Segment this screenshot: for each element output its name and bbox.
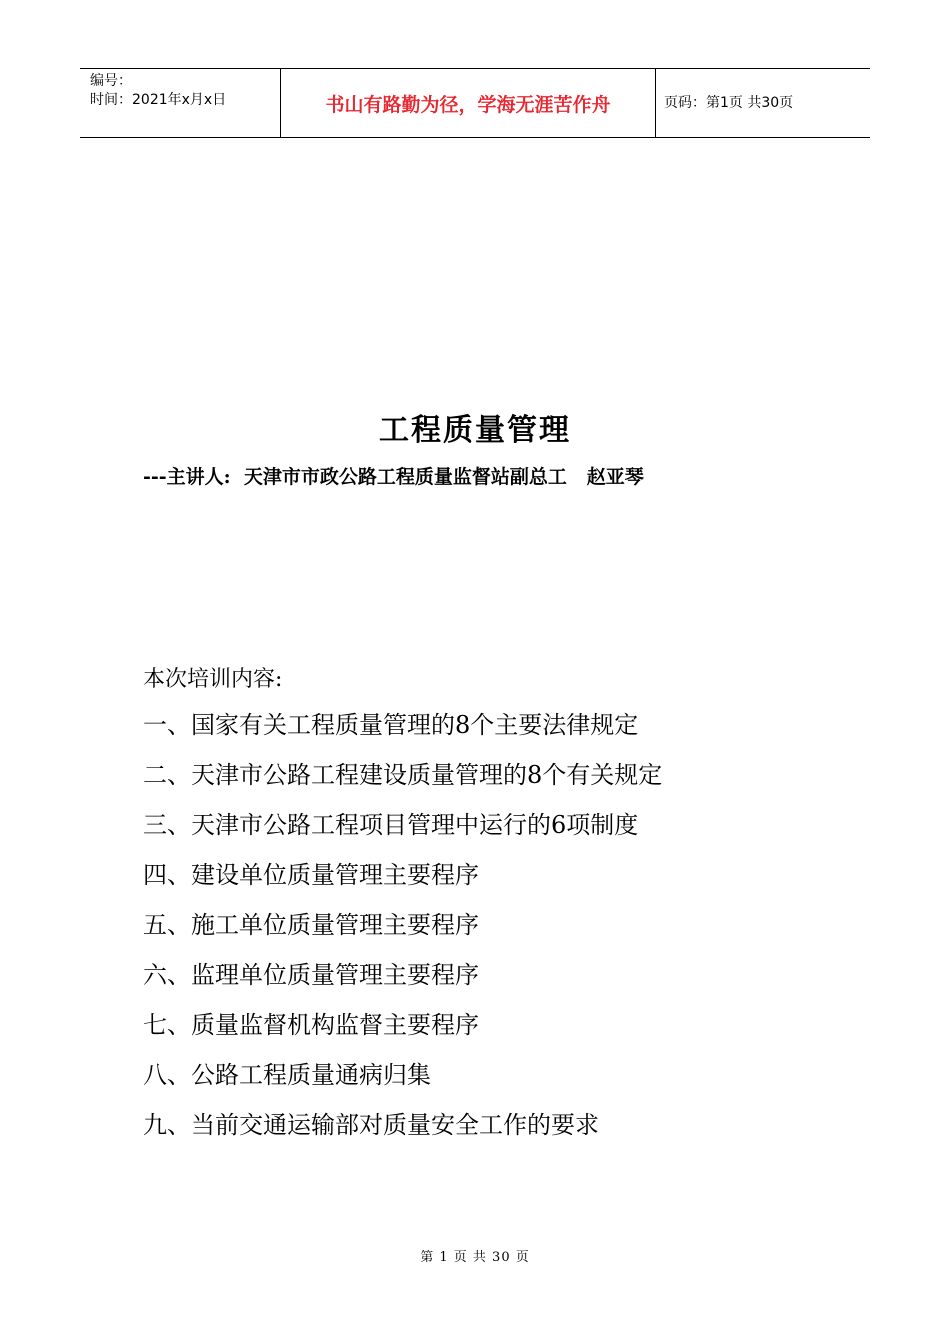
- motto-text: 书山有路勤为径，学海无涯苦作舟: [325, 93, 611, 116]
- contents-item: 二、天津市公路工程建设质量管理的8个有关规定: [143, 761, 663, 789]
- contents-list: [143, 710, 662, 1160]
- header-page-info: 页码：第1页 共30页: [664, 95, 794, 111]
- header-motto-cell: [281, 69, 656, 137]
- document-number-label: 编号：: [90, 73, 132, 89]
- contents-item: 四、建设单位质量管理主要程序: [143, 861, 479, 889]
- header-meta-cell: [80, 69, 281, 137]
- contents-item: 六、监理单位质量管理主要程序: [143, 961, 479, 989]
- page-header: [80, 68, 870, 138]
- document-subtitle: ---主讲人: 天津市市政公路工程质量监督站副总工 赵亚琴: [143, 466, 644, 488]
- contents-item: 七、质量监督机构监督主要程序: [143, 1011, 479, 1039]
- document-date: 时间：2021年x月x日: [90, 92, 227, 108]
- document-title: 工程质量管理: [379, 413, 571, 448]
- contents-item: 三、天津市公路工程项目管理中运行的6项制度: [143, 811, 639, 839]
- contents-heading: 本次培训内容:: [143, 667, 283, 692]
- page-footer: 第 1 页 共 30 页: [420, 1250, 530, 1265]
- header-page-cell: [656, 69, 870, 137]
- contents-item: 八、公路工程质量通病归集: [143, 1061, 431, 1089]
- contents-item: 九、当前交通运输部对质量安全工作的要求: [143, 1111, 599, 1139]
- contents-item: 五、施工单位质量管理主要程序: [143, 911, 479, 939]
- contents-item: 一、国家有关工程质量管理的8个主要法律规定: [143, 711, 639, 739]
